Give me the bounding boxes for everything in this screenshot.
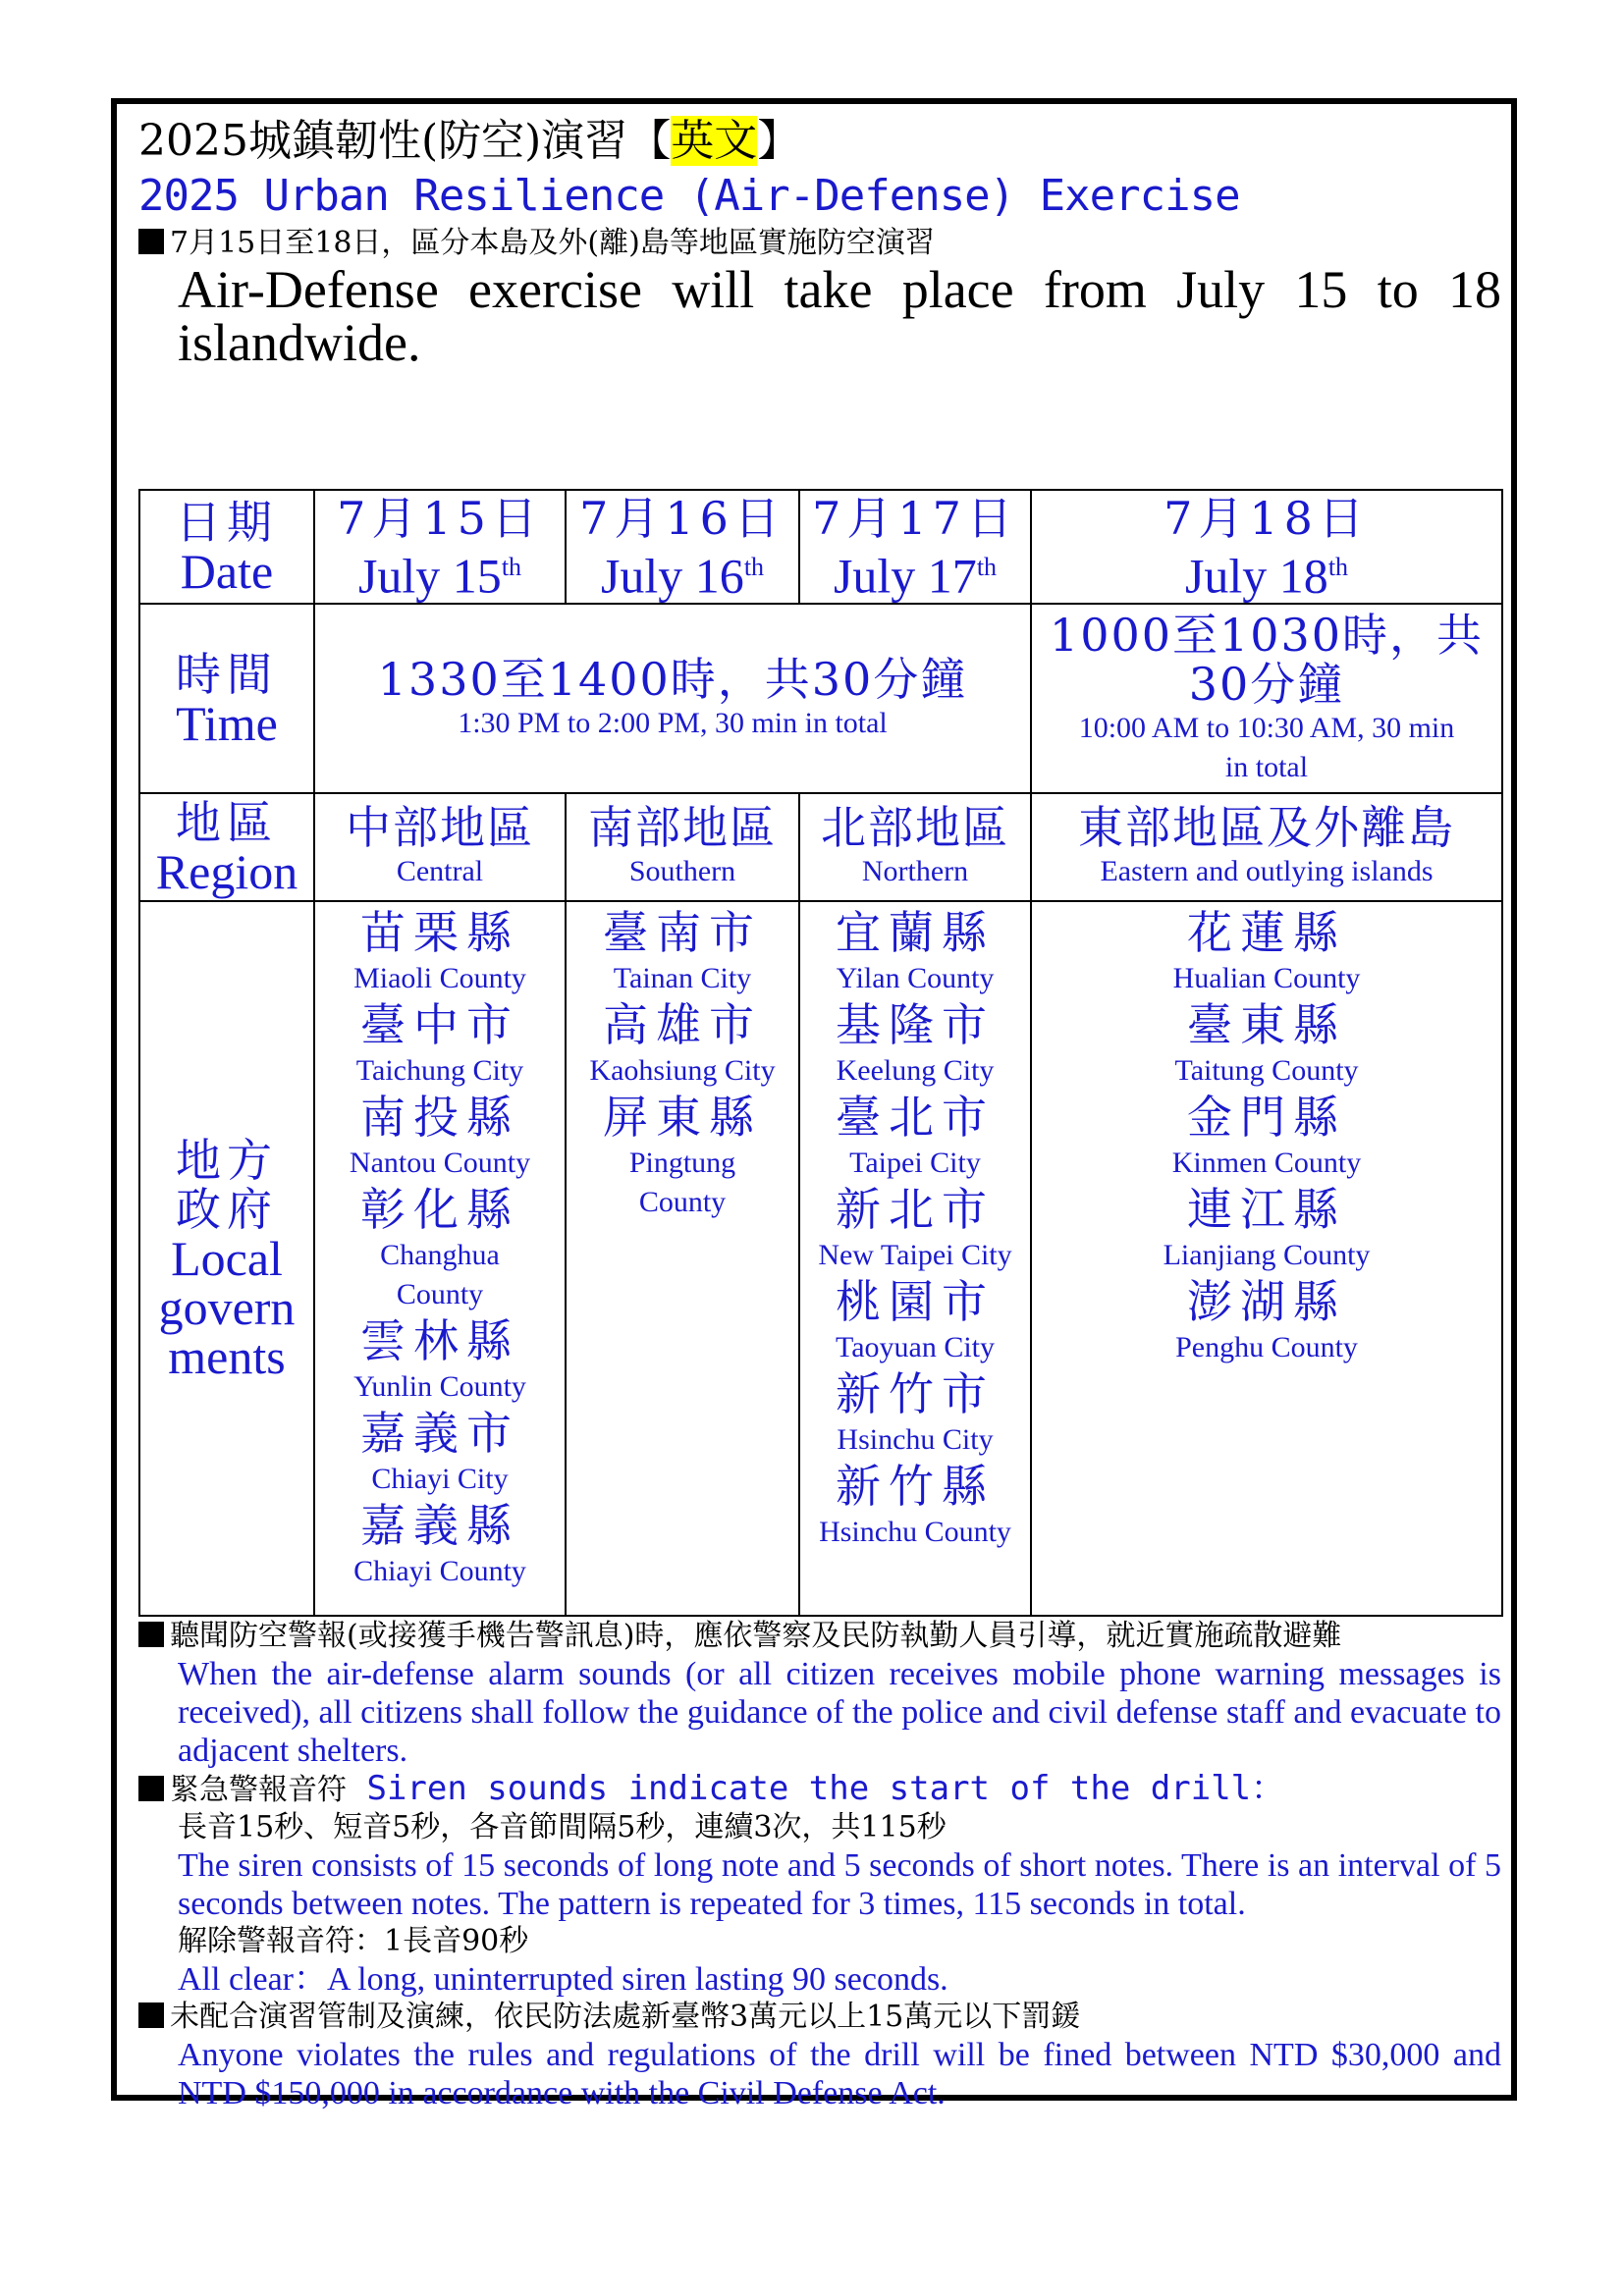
date-en-main: July 16 — [600, 548, 744, 604]
local-label-zh-line1: 地方 — [176, 1134, 278, 1187]
schedule-table — [138, 489, 1503, 1617]
document-body — [138, 114, 1501, 2111]
time-a-en: 1:30 PM to 2:00 PM, 30 min in total — [458, 706, 888, 739]
time-b-en-line2: in total — [1224, 750, 1309, 783]
local-label-zh-line2: 政府 — [176, 1183, 278, 1236]
county-en: Kinmen County — [1171, 1147, 1362, 1179]
county-en: New Taipei City — [818, 1239, 1012, 1271]
time-a-zh: 1330至1400時，共30分鐘 — [377, 652, 968, 706]
time-label-zh: 時間 — [176, 647, 278, 701]
time-b-zh-line1: 1000至1030時，共 — [1049, 608, 1485, 662]
bullet-square-icon — [138, 229, 164, 254]
date-label-cell — [139, 490, 314, 604]
county-zh: 基隆市 — [836, 998, 995, 1051]
county-zh: 苗栗縣 — [360, 906, 519, 959]
county-en: Chiayi County — [353, 1555, 526, 1587]
county-zh: 屏東縣 — [603, 1091, 762, 1144]
date-label-zh: 日期 — [176, 496, 278, 549]
local-label-en-line1: Local — [171, 1231, 283, 1286]
date-row — [139, 490, 1502, 604]
date-en — [315, 543, 565, 604]
all-clear-en: All clear：A long, uninterrupted siren lasting 90 seconds. — [178, 1961, 948, 1998]
date-en-main: July 17 — [833, 548, 977, 604]
date-en — [800, 543, 1030, 604]
region-zh: 北部地區 — [821, 801, 1009, 854]
county-en: Taitung County — [1174, 1054, 1359, 1087]
title-bracket-close: 】 — [757, 116, 801, 166]
region-cell — [566, 793, 799, 901]
county-zh: 嘉義市 — [360, 1407, 519, 1460]
date-en-sup: th — [501, 552, 522, 581]
county-zh: 彰化縣 — [360, 1183, 519, 1236]
fine-note-zh — [138, 1999, 1501, 2036]
title-zh — [138, 114, 1501, 169]
region-cell — [314, 793, 566, 901]
county-en: Miaoli County — [353, 962, 526, 994]
region-en: Eastern and outlying islands — [1100, 855, 1434, 887]
county-en: Hualian County — [1172, 962, 1361, 994]
local-label-en-line2: govern — [158, 1280, 296, 1335]
document-frame — [111, 98, 1517, 2111]
county-en: Pingtung — [628, 1147, 736, 1179]
county-zh: 連江縣 — [1187, 1183, 1346, 1236]
region-zh: 東部地區及外離島 — [1078, 801, 1455, 854]
date-zh: 7月17日 — [812, 491, 1018, 545]
region-cell — [799, 793, 1031, 901]
county-en: Taichung City — [355, 1054, 524, 1087]
county-zh: 花蓮縣 — [1187, 906, 1346, 959]
county-en: Chiayi City — [371, 1463, 509, 1495]
date-en — [1032, 543, 1501, 604]
county-zh: 臺北市 — [836, 1091, 995, 1144]
date-en-sup: th — [743, 552, 765, 581]
northern-gov-cell — [799, 901, 1031, 1616]
date-zh: 7月18日 — [1164, 491, 1370, 545]
date-en-main: July 15 — [357, 548, 502, 604]
county-en: Changhua — [380, 1239, 500, 1271]
region-label-en: Region — [155, 844, 298, 899]
region-label-cell — [139, 793, 314, 901]
intro-zh-text: 7月15日至18日，區分本島及外(離)島等地區實施防空演習 — [170, 226, 935, 260]
alarm-note-en: When the air-defense alarm sounds (or all citizen receives mobile phone warning messages is received), all citizens shall follow the guidance of the police and civil defense staff and evacuate to adjacent shelters. — [178, 1656, 1501, 1769]
intro-zh — [138, 224, 1501, 263]
siren-pattern-zh: 長音15秒、短音5秒，各音節間隔5秒，連續3次，共115秒 — [178, 1810, 947, 1844]
date-en — [567, 543, 798, 604]
county-en: Taoyuan City — [835, 1331, 996, 1363]
date-zh: 7月15日 — [337, 491, 543, 545]
county-zh: 桃園市 — [836, 1275, 995, 1328]
title-bracket-open: 【 — [627, 116, 672, 166]
date-zh: 7月16日 — [579, 491, 785, 545]
siren-heading — [138, 1770, 1501, 1809]
region-label-zh: 地區 — [176, 796, 278, 849]
all-clear-zh: 解除警報音符：1長音90秒 — [178, 1924, 529, 1958]
time-b-en-line1: 10:00 AM to 10:30 AM, 30 min — [1078, 711, 1455, 744]
time-b-zh-line2: 30分鐘 — [1188, 657, 1345, 711]
region-en: Northern — [861, 855, 969, 887]
county-zh: 金門縣 — [1187, 1091, 1346, 1144]
time-label-cell — [139, 604, 314, 793]
date-cell — [566, 490, 799, 604]
county-en-line2: County — [396, 1278, 484, 1310]
eastern-gov-cell — [1031, 901, 1502, 1616]
alarm-note-zh — [138, 1618, 1501, 1655]
region-en: Central — [396, 855, 484, 887]
title-en: 2025 Urban Resilience (Air-Defense) Exercise — [138, 171, 1240, 221]
county-en: Hsinchu City — [837, 1423, 994, 1456]
region-cell — [1031, 793, 1502, 901]
county-en: Nantou County — [349, 1147, 531, 1179]
local-government-row — [139, 901, 1502, 1616]
siren-pattern-en: The siren consists of 15 seconds of long note and 5 seconds of short notes. There is an interval of 5 seconds between notes. The pattern is repeated for 3 times, 115 seconds in total. — [178, 1847, 1501, 1922]
region-zh: 南部地區 — [588, 801, 777, 854]
time-label-en: Time — [176, 695, 278, 751]
siren-heading-en: Siren sounds indicate the start of the drill： — [347, 1769, 1285, 1808]
notes-section — [138, 1618, 1501, 2112]
date-cell — [314, 490, 566, 604]
county-zh: 嘉義縣 — [360, 1499, 519, 1552]
county-zh: 臺中市 — [360, 998, 519, 1051]
county-zh: 新北市 — [836, 1183, 995, 1236]
county-en: Lianjiang County — [1163, 1239, 1371, 1271]
local-label-en-line3: ments — [168, 1329, 286, 1384]
local-label-cell — [139, 901, 314, 1616]
date-en-main: July 18 — [1184, 548, 1328, 604]
time-cell-jul15-17 — [314, 604, 1031, 793]
county-zh: 臺東縣 — [1187, 998, 1346, 1051]
county-en: Yilan County — [836, 962, 995, 994]
region-zh: 中部地區 — [346, 801, 534, 854]
county-en: Kaohsiung City — [589, 1054, 776, 1087]
county-zh: 新竹縣 — [836, 1460, 995, 1513]
county-zh: 臺南市 — [603, 906, 762, 959]
central-gov-cell — [314, 901, 566, 1616]
county-zh: 澎湖縣 — [1187, 1275, 1346, 1328]
bullet-square-icon — [138, 2002, 164, 2028]
title-highlight: 英文 — [671, 116, 758, 166]
county-zh: 南投縣 — [360, 1091, 519, 1144]
southern-gov-cell — [566, 901, 799, 1616]
date-label-en: Date — [180, 544, 274, 599]
county-en-line2: County — [638, 1186, 727, 1218]
county-zh: 高雄市 — [603, 998, 762, 1051]
siren-heading-zh: 緊急警報音符 — [170, 1773, 347, 1807]
title-zh-prefix: 2025城鎮韌性(防空)演習 — [138, 116, 628, 166]
region-row — [139, 793, 1502, 901]
county-zh: 雲林縣 — [360, 1314, 519, 1367]
intro-en: Air-Defense exercise will take place from July 15 to 18 islandwide. — [178, 260, 1501, 372]
time-cell-jul18 — [1031, 604, 1502, 793]
fine-note-zh-text: 未配合演習管制及演練，依民防法處新臺幣3萬元以上15萬元以下罰鍰 — [170, 2000, 1081, 2034]
county-en: Keelung City — [836, 1054, 995, 1087]
county-en: Tainan City — [613, 962, 752, 994]
fine-note-en: Anyone violates the rules and regulations of the drill will be fined between NTD $30,000 and NTD $150,000 in accordance with the Civil Defense Act. — [178, 2037, 1501, 2111]
bullet-square-icon — [138, 1622, 164, 1647]
county-en: Yunlin County — [353, 1370, 526, 1403]
county-en: Hsinchu County — [819, 1516, 1011, 1548]
bullet-square-icon — [138, 1776, 164, 1801]
date-cell — [799, 490, 1031, 604]
county-zh: 宜蘭縣 — [836, 906, 995, 959]
date-en-sup: th — [976, 552, 998, 581]
date-en-sup: th — [1327, 552, 1349, 581]
alarm-note-zh-text: 聽聞防空警報(或接獲手機告警訊息)時，應依警察及民防執勤人員引導，就近實施疏散避難 — [170, 1619, 1342, 1653]
county-en: Taipei City — [849, 1147, 981, 1179]
county-zh: 新竹市 — [836, 1367, 995, 1420]
date-cell — [1031, 490, 1502, 604]
time-row — [139, 604, 1502, 793]
county-en: Penghu County — [1175, 1331, 1358, 1363]
region-en: Southern — [628, 855, 736, 887]
